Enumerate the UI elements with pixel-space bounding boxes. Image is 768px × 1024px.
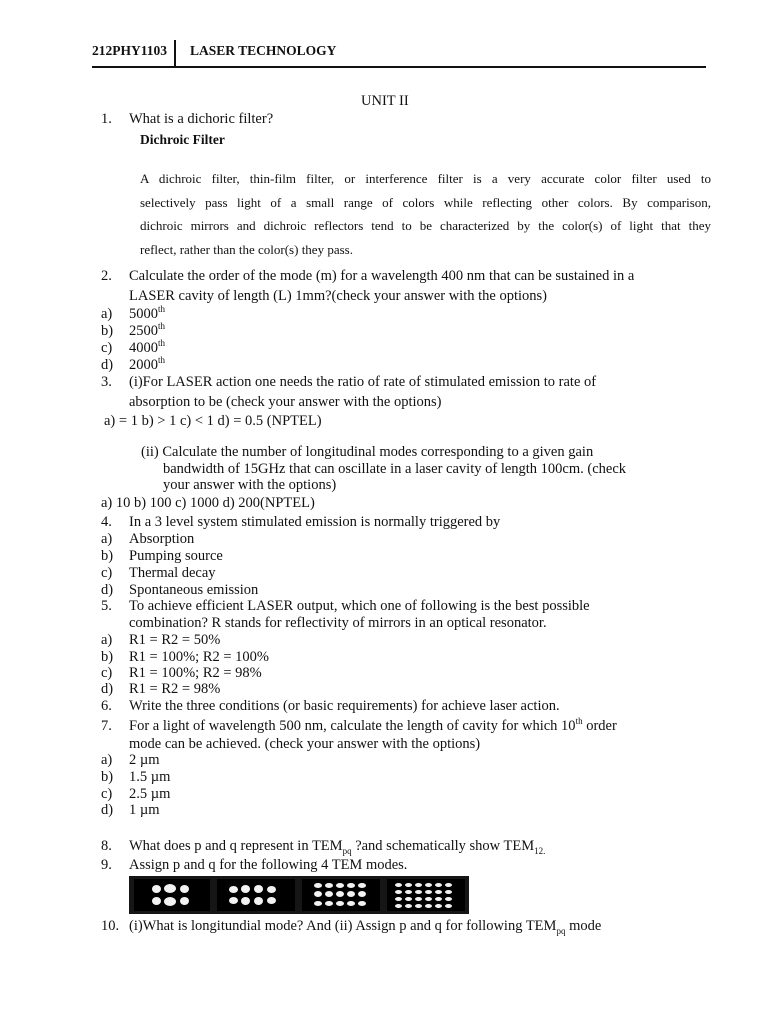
q6-text: Write the three conditions (or basic requirements) for achieve laser action.: [129, 698, 560, 714]
mode-subscript: pq: [556, 925, 566, 936]
q4-option-b: Pumping source: [129, 548, 223, 564]
q4-text: In a 3 level system stimulated emission is normally triggered by: [129, 514, 501, 530]
q2-option-c: [129, 340, 165, 356]
q1-para-line: dichroic mirrors and dichroic reflectors tend to be characterized by the color(s) of light that they: [140, 218, 711, 233]
q2-option-label: a): [101, 306, 113, 322]
q3-line-1: (i)For LASER action one needs the ratio of rate of stimulated emission to rate of: [129, 374, 597, 390]
q9-number: 9.: [101, 857, 112, 873]
q10-text-end: mode: [565, 918, 602, 934]
tem-mode-pattern-3: [302, 879, 380, 911]
q10-text-start: (i)What is longitundial mode? And (ii) Assign p and q for following TEM: [129, 918, 557, 934]
q1-text: What is a dichoric filter?: [129, 111, 274, 127]
q1-answer-title: Dichroic Filter: [140, 132, 225, 147]
ordinal-suffix: th: [158, 321, 166, 332]
q2-line-2: LASER cavity of length (L) 1mm?(check your answer with the options): [129, 288, 547, 304]
q8-text-middle: ?and schematically show TEM: [351, 838, 535, 854]
q4-option-c: Thermal decay: [129, 565, 216, 581]
tem-mode-pattern-4: [387, 879, 465, 911]
course-code: 212PHY1103: [92, 43, 168, 58]
q7-option-label: a): [101, 752, 113, 768]
q2-option-value: 2500: [129, 323, 158, 339]
q4-option-label: a): [101, 531, 113, 547]
q5-line-2: combination? R stands for reflectivity of mirrors in an optical resonator.: [129, 615, 547, 631]
header-rule: [92, 66, 706, 68]
q7-option-label: c): [101, 786, 113, 802]
q7-option-d: 1 µm: [129, 802, 160, 818]
q6-number: 6.: [101, 698, 112, 714]
q5-option-label: a): [101, 632, 113, 648]
q2-option-value: 5000: [129, 306, 158, 322]
tem-mode-pattern-2: [217, 879, 295, 911]
q1-answer-paragraph: [140, 167, 711, 261]
q7-option-c: 2.5 µm: [129, 786, 171, 802]
q2-option-d: [129, 357, 165, 373]
q5-option-label: b): [101, 649, 114, 665]
q3-ii-line-1: (ii) Calculate the number of longitudinal modes corresponding to a given gain: [141, 444, 594, 460]
q4-option-d: Spontaneous emission: [129, 582, 259, 598]
q4-option-a: Absorption: [129, 531, 195, 547]
q2-option-value: 4000: [129, 340, 158, 356]
q1-para-line: reflect, rather than the color(s) they pass.: [140, 241, 353, 257]
q5-option-a: R1 = R2 = 50%: [129, 632, 221, 648]
ordinal-suffix: th: [575, 716, 583, 727]
q1-number: 1.: [101, 111, 112, 127]
q7-line-1-end: order: [582, 718, 617, 734]
q1-para-line: A dichroic filter, thin-film filter, or interference filter is a very accurate color filter used to: [140, 171, 711, 186]
q8-text-start: What does p and q represent in TEM: [129, 838, 343, 854]
ordinal-suffix: th: [158, 304, 166, 315]
q2-option-value: 2000: [129, 357, 158, 373]
q5-number: 5.: [101, 598, 112, 614]
q5-option-c: R1 = 100%; R2 = 98%: [129, 665, 262, 681]
q3-options-ii: a) 10 b) 100 c) 1000 d) 200(NPTEL): [101, 495, 315, 511]
q3-ii-line-2: bandwidth of 15GHz that can oscillate in a laser cavity of length 100cm. (check: [163, 461, 627, 477]
q2-option-label: b): [101, 323, 114, 339]
q7-line-2: mode can be achieved. (check your answer with the options): [129, 736, 481, 752]
ordinal-suffix: th: [158, 338, 166, 349]
q2-option-label: d): [101, 357, 114, 373]
q3-line-2: absorption to be (check your answer with the options): [129, 394, 442, 410]
q2-option-label: c): [101, 340, 113, 356]
q10-number: 10.: [101, 918, 120, 934]
q5-option-b: R1 = 100%; R2 = 100%: [129, 649, 270, 665]
q1-para-line: selectively pass light of a small range of colors while reflecting other colors. By comparison,: [140, 194, 711, 210]
q2-option-b: [129, 323, 165, 339]
course-title: LASER TECHNOLOGY: [190, 43, 337, 58]
q7-option-a: 2 µm: [129, 752, 160, 768]
q9-text: Assign p and q for the following 4 TEM modes.: [129, 857, 408, 873]
q2-line-1: Calculate the order of the mode (m) for a wavelength 400 nm that can be sustained in a: [129, 268, 635, 284]
ordinal-suffix: th: [158, 355, 166, 366]
mode-subscript: pq: [342, 845, 352, 856]
q10-text: [129, 918, 601, 934]
q7-option-label: b): [101, 769, 114, 785]
q2-number: 2.: [101, 268, 112, 284]
q4-option-label: d): [101, 582, 114, 598]
q7-number: 7.: [101, 718, 112, 734]
q3-number: 3.: [101, 374, 112, 390]
q5-option-d: R1 = R2 = 98%: [129, 681, 221, 697]
q4-option-label: b): [101, 548, 114, 564]
mode-subscript: 12.: [534, 845, 546, 856]
q5-option-label: d): [101, 681, 114, 697]
tem-mode-pattern-1: [134, 879, 210, 911]
q2-option-a: [129, 306, 165, 322]
q4-option-label: c): [101, 565, 113, 581]
q8-text: [129, 838, 545, 854]
q3-options-i: a) = 1 b) > 1 c) < 1 d) = 0.5 (NPTEL): [104, 413, 322, 429]
q3-ii-line-3: your answer with the options): [163, 477, 337, 493]
q5-option-label: c): [101, 665, 113, 681]
q4-number: 4.: [101, 514, 112, 530]
q7-option-b: 1.5 µm: [129, 769, 171, 785]
unit-heading: UNIT II: [361, 93, 409, 109]
q7-line-1: [129, 718, 617, 734]
q5-line-1: To achieve efficient LASER output, which one of following is the best possible: [129, 598, 590, 614]
header-divider: [174, 40, 176, 68]
q7-option-label: d): [101, 802, 114, 818]
q7-line-1-text: For a light of wavelength 500 nm, calculate the length of cavity for which 10: [129, 718, 576, 734]
q8-number: 8.: [101, 838, 112, 854]
tem-modes-image: [129, 876, 469, 914]
